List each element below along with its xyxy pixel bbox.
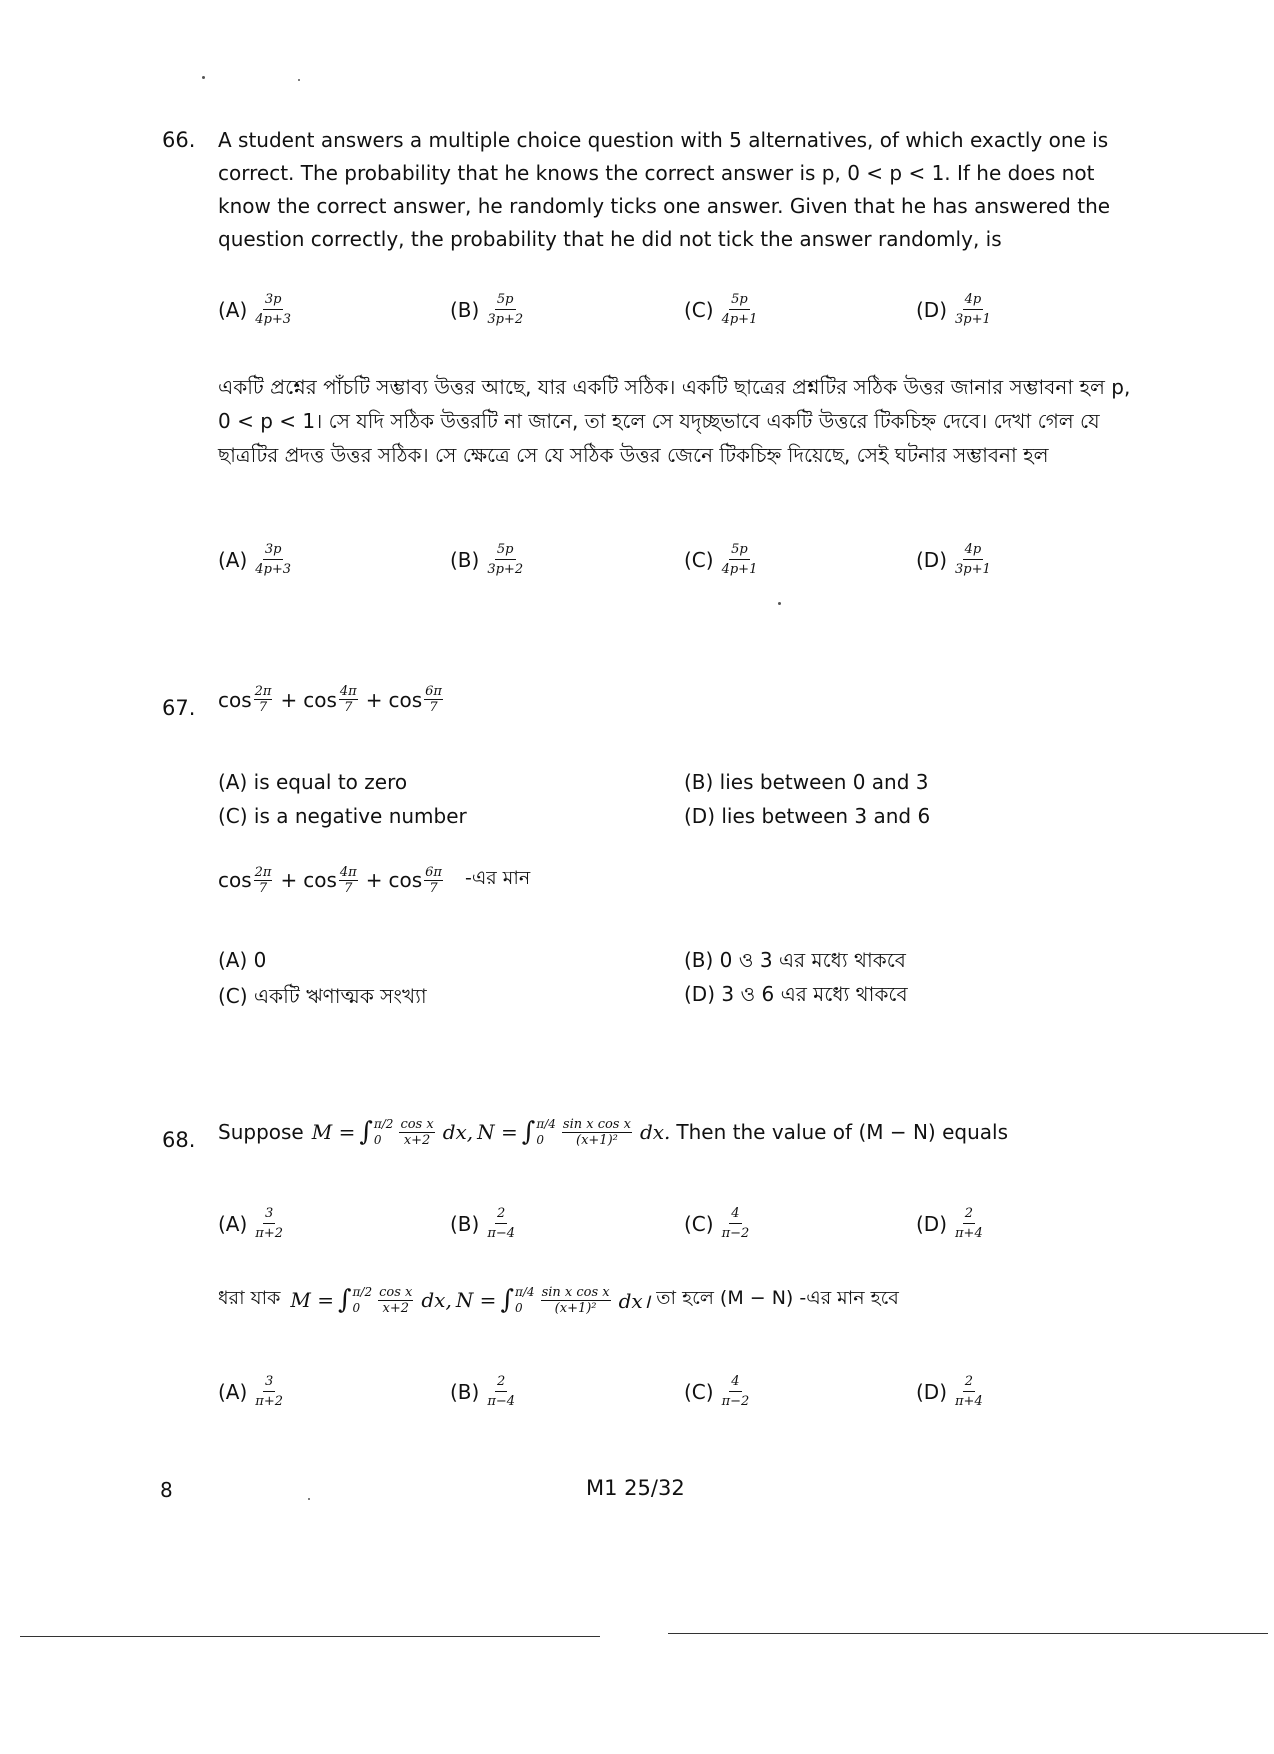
q66-bn-option-c bbox=[684, 542, 759, 578]
upper-limit: π/2 bbox=[373, 1117, 394, 1131]
q68-option-c bbox=[684, 1206, 751, 1242]
dx-label: dx. bbox=[639, 1120, 671, 1144]
suppose-label: Suppose bbox=[218, 1120, 304, 1144]
upper-limit: π/2 bbox=[352, 1285, 373, 1299]
plus-sign: + bbox=[280, 687, 298, 712]
fraction-numerator: 5p bbox=[495, 542, 516, 560]
q66-option-b bbox=[450, 292, 525, 328]
q67-bn-option-b: (B) 0 ও 3 এর মধ্যে থাকবে bbox=[684, 948, 906, 972]
fraction-denominator: 3p+1 bbox=[955, 312, 991, 327]
integral-sign-icon: ∫ bbox=[359, 1117, 373, 1147]
fraction-numerator: 3 bbox=[263, 1374, 275, 1392]
fraction-numerator: cos x bbox=[379, 1284, 413, 1300]
fraction-denominator: 7 bbox=[258, 700, 268, 715]
question-number-66: 66. bbox=[162, 128, 196, 152]
bengali-suffix: -এর মান bbox=[464, 867, 531, 889]
fraction-denominator: 3p+2 bbox=[487, 562, 524, 577]
plus-sign: + bbox=[280, 868, 298, 892]
q67-bn-option-a: (A) 0 bbox=[218, 948, 267, 972]
cos-label: cos bbox=[218, 868, 252, 892]
fraction-numerator: 3 bbox=[263, 1206, 275, 1224]
upper-limit: π/4 bbox=[515, 1285, 535, 1299]
lower-limit: 0 bbox=[373, 1133, 382, 1147]
option-label: (B) bbox=[450, 548, 480, 572]
q68-option-a bbox=[218, 1206, 285, 1242]
fraction-numerator: 3p bbox=[263, 292, 284, 310]
cos-label: cos bbox=[388, 687, 423, 712]
fraction-denominator: 7 bbox=[429, 880, 438, 896]
fraction-numerator: sin x cos x bbox=[541, 1284, 610, 1300]
option-label: (A) bbox=[218, 548, 248, 572]
option-label: (A) bbox=[218, 1380, 248, 1404]
question-number-68: 68. bbox=[162, 1128, 196, 1152]
option-label: (D) bbox=[916, 1380, 948, 1404]
integral-sign-icon: ∫ bbox=[338, 1285, 352, 1315]
fraction-numerator: 5p bbox=[729, 542, 750, 560]
bottom-rule-right bbox=[668, 1633, 1268, 1634]
fraction-numerator: sin x cos x bbox=[562, 1116, 631, 1132]
fraction-denominator: π+4 bbox=[955, 1394, 983, 1409]
cos-label: cos bbox=[218, 687, 252, 712]
fraction-numerator: 6π bbox=[425, 684, 442, 699]
option-label: (B) bbox=[450, 298, 480, 322]
q68-bn-option-b bbox=[450, 1374, 517, 1410]
lower-limit: 0 bbox=[352, 1301, 361, 1315]
integral-sign-icon: ∫ bbox=[521, 1117, 536, 1147]
fraction-denominator: 4p+3 bbox=[255, 562, 292, 577]
question-number-67: 67. bbox=[162, 696, 196, 720]
fraction-numerator: 2 bbox=[495, 1374, 507, 1392]
integral-n bbox=[500, 1284, 538, 1316]
fraction-numerator: 2 bbox=[963, 1374, 975, 1392]
lower-limit: 0 bbox=[515, 1301, 523, 1315]
cos-label: cos bbox=[303, 868, 337, 892]
fraction-denominator: 4p+1 bbox=[721, 562, 758, 577]
option-label: (D) bbox=[916, 1212, 948, 1236]
fraction-numerator: 6π bbox=[425, 864, 442, 880]
fraction-denominator: 7 bbox=[429, 700, 438, 715]
q66-option-c bbox=[684, 292, 759, 328]
scan-speck bbox=[778, 602, 781, 605]
q67-option-c: (C) is a negative number bbox=[218, 804, 467, 828]
footer-page-marker: 8 bbox=[160, 1478, 173, 1502]
option-label: (B) bbox=[450, 1380, 480, 1404]
q68-suffix: Then the value of (M − N) equals bbox=[676, 1120, 1008, 1144]
fraction-denominator: 7 bbox=[258, 880, 268, 896]
fraction-denominator: π−4 bbox=[487, 1226, 516, 1241]
q66-bn-option-b bbox=[450, 542, 525, 578]
fraction-denominator: π−2 bbox=[721, 1226, 750, 1241]
q67-bengali-expression bbox=[218, 864, 530, 896]
q67-option-b: (B) lies between 0 and 3 bbox=[684, 770, 929, 794]
fraction-denominator: π+2 bbox=[255, 1226, 284, 1241]
scan-speck bbox=[308, 1498, 310, 1500]
fraction-denominator: 4p+3 bbox=[255, 312, 292, 327]
question-66-bengali-text: একটি প্রশ্নের পাঁচটি সম্ভাব্য উত্তর আছে, যার একটি সঠিক। একটি ছাত্রের প্রশ্নটির সঠিক উত্তর জানার সম্ভাবনা হল p, 0 < p < 1। সে যদি সঠিক উত্তরটি না জানে, তা হলে সে যদৃচ্ছভাবে একটি উত্তরে টিকচিহ্ন দেবে। দেখা গেল যে ছাত্রটির প্রদত্ত উত্তর সঠিক। সে ক্ষেত্রে সে যে সঠিক উত্তর জেনে টিকচিহ্ন দিয়েছে, সেই ঘটনার সম্ভাবনা হল bbox=[218, 375, 1131, 467]
fraction-numerator: 2 bbox=[963, 1206, 975, 1224]
fraction-numerator: 2 bbox=[495, 1206, 507, 1224]
integral-sign-icon: ∫ bbox=[500, 1285, 514, 1315]
option-label: (A) bbox=[218, 1212, 248, 1236]
fraction-numerator: 5p bbox=[495, 292, 516, 310]
option-label: (D) bbox=[916, 298, 948, 322]
option-label: (C) bbox=[684, 298, 714, 322]
fraction-denominator: x+2 bbox=[403, 1132, 431, 1148]
bengali-suffix: তা হলে (M − N) -এর মান হবে bbox=[656, 1287, 899, 1309]
q68-option-b bbox=[450, 1206, 517, 1242]
option-label: (A) bbox=[218, 298, 248, 322]
fraction-numerator: 3p bbox=[263, 542, 284, 560]
fraction-numerator: 4 bbox=[729, 1206, 741, 1224]
cos-label: cos bbox=[388, 868, 423, 892]
fraction-denominator: x+2 bbox=[382, 1300, 409, 1316]
dx-label: dx। bbox=[618, 1288, 651, 1313]
q66-bn-option-a bbox=[218, 542, 293, 578]
integral-m bbox=[338, 1284, 376, 1316]
q66-bn-option-d bbox=[916, 542, 993, 578]
fraction-numerator: 5p bbox=[729, 292, 750, 310]
fraction-numerator: 4p bbox=[963, 292, 984, 310]
dx-label: dx, bbox=[442, 1120, 474, 1144]
fraction-numerator: 2π bbox=[254, 864, 272, 880]
fraction-numerator: 4p bbox=[963, 542, 984, 560]
q68-bn-option-c bbox=[684, 1374, 751, 1410]
q67-option-a: (A) is equal to zero bbox=[218, 770, 408, 794]
plus-sign: + bbox=[365, 687, 383, 712]
footer-page-number: M1 25/32 bbox=[586, 1476, 685, 1500]
fraction-numerator: cos x bbox=[400, 1116, 434, 1132]
fraction-denominator: 7 bbox=[344, 700, 353, 715]
plus-sign: + bbox=[365, 868, 383, 892]
q68-bn-option-a bbox=[218, 1374, 285, 1410]
q67-bn-option-c: (C) একটি ঋণাত্মক সংখ্যা bbox=[218, 984, 427, 1008]
fraction-denominator: π+2 bbox=[255, 1394, 284, 1409]
n-variable: N = bbox=[455, 1288, 497, 1312]
fraction-numerator: 2π bbox=[254, 684, 272, 699]
fraction-numerator: 4π bbox=[339, 864, 357, 880]
integral-m bbox=[359, 1116, 397, 1148]
fraction-numerator: 4π bbox=[339, 684, 357, 699]
q67-expression bbox=[218, 684, 445, 715]
fraction-denominator: 3p+2 bbox=[487, 312, 524, 327]
bottom-rule-left bbox=[20, 1636, 600, 1637]
q66-option-d bbox=[916, 292, 993, 328]
fraction-denominator: π−4 bbox=[487, 1394, 516, 1409]
m-variable: M = bbox=[290, 1288, 334, 1312]
n-variable: N = bbox=[477, 1120, 518, 1144]
fraction-denominator: 3p+1 bbox=[955, 562, 991, 577]
bengali-prefix: ধরা যাক bbox=[218, 1287, 281, 1309]
q68-option-d bbox=[916, 1206, 985, 1242]
dx-label: dx, bbox=[421, 1288, 452, 1312]
option-label: (C) bbox=[684, 1380, 714, 1404]
lower-limit: 0 bbox=[536, 1133, 544, 1147]
cos-label: cos bbox=[303, 687, 337, 712]
q67-bn-option-d: (D) 3 ও 6 এর মধ্যে থাকবে bbox=[684, 982, 908, 1006]
q68-bengali-statement bbox=[218, 1284, 899, 1316]
option-label: (B) bbox=[450, 1212, 480, 1236]
integral-n bbox=[522, 1116, 560, 1148]
m-variable: M = bbox=[311, 1120, 356, 1144]
question-66-text: A student answers a multiple choice question with 5 alternatives, of which exactly one is correct. The probability that he knows the correct answer is p, 0 < p < 1. If he does not know the correct answer, he randomly ticks one answer. Given that he has answered the question correctly, the probability that he did not tick the answer randomly, is bbox=[218, 128, 1111, 251]
fraction-denominator: 4p+1 bbox=[721, 312, 758, 327]
option-label: (D) bbox=[916, 548, 948, 572]
fraction-denominator: (x+1)² bbox=[554, 1300, 597, 1316]
fraction-denominator: 7 bbox=[344, 880, 353, 896]
fraction-numerator: 4 bbox=[729, 1374, 741, 1392]
option-label: (C) bbox=[684, 548, 714, 572]
q68-bn-option-d bbox=[916, 1374, 985, 1410]
scan-speck bbox=[202, 76, 205, 79]
q66-option-a bbox=[218, 292, 293, 328]
scan-speck bbox=[298, 79, 300, 81]
fraction-denominator: π−2 bbox=[721, 1394, 750, 1409]
option-label: (C) bbox=[684, 1212, 714, 1236]
fraction-denominator: π+4 bbox=[955, 1226, 983, 1241]
upper-limit: π/4 bbox=[536, 1117, 556, 1131]
q67-option-d: (D) lies between 3 and 6 bbox=[684, 804, 931, 828]
fraction-denominator: (x+1)² bbox=[576, 1132, 618, 1148]
q68-statement bbox=[218, 1116, 1008, 1148]
